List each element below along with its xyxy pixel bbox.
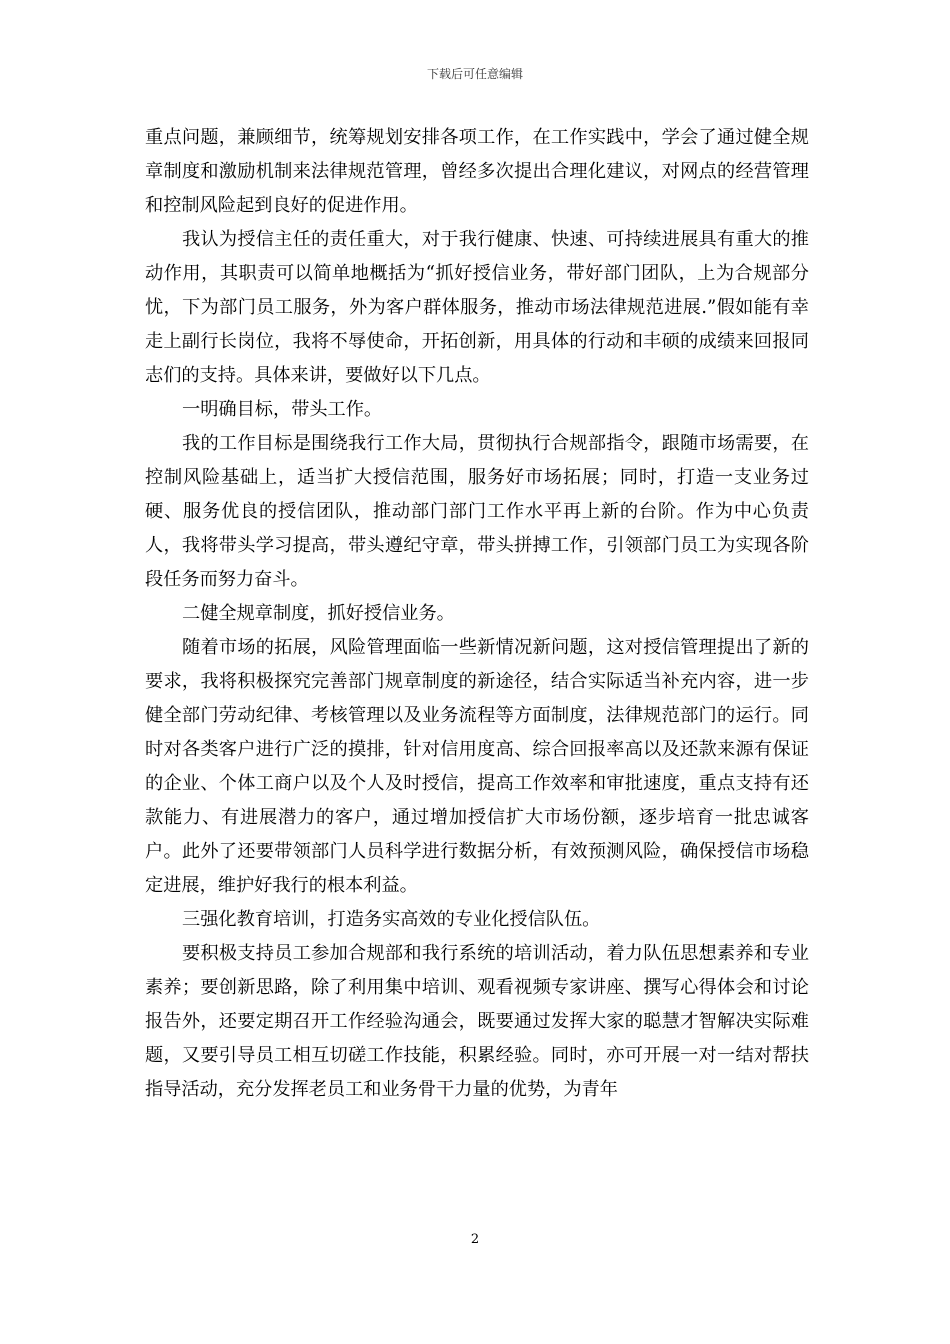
page-number: 2 [470, 1232, 480, 1247]
document-body [145, 121, 809, 1107]
paragraph-2: 我认为授信主任的责任重大，对于我行健康、快速、可持续进展具有重大的推动作用，其职责可以简单地概括为“抓好授信业务，带好部门团队，上为合规部分忧，下为部门员工服务，外为客户群体服务，推动市场法律规范进展.”假如能有幸走上副行长岗位，我将不辱使命，开拓创新，用具体的行动和丰硕的成绩来回报同志们的支持。具体来讲，要做好以下几点。 [145, 229, 809, 386]
paragraph-4: 随着市场的拓展，风险管理面临一些新情况新问题，这对授信管理提出了新的要求，我将积极探究完善部门规章制度的新途径，结合实际适当补充内容，进一步健全部门劳动纪律、考核管理以及业务流程等方面制度，法律规范部门的运行。同时对各类客户进行广泛的摸排，针对信用度高、综合回报率高以及还款来源有保证的企业、个体工商户以及个人及时授信，提高工作效率和审批速度，重点支持有还款能力、有进展潜力的客户，通过增加授信扩大市场份额，逐步培育一批忠诚客户。此外了还要带领部门人员科学进行数据分析，有效预测风险，确保授信市场稳定进展，维护好我行的根本利益。 [145, 637, 809, 896]
page-header-note: 下载后可任意编辑 [426, 67, 523, 81]
section-heading-2: 二健全规章制度，抓好授信业务。 [182, 603, 455, 624]
section-heading-1: 一明确目标，带头工作。 [182, 399, 383, 420]
paragraph-1: 重点问题，兼顾细节，统筹规划安排各项工作，在工作实践中，学会了通过健全规章制度和激励机制来法律规范管理，曾经多次提出合理化建议，对网点的经营管理和控制风险起到良好的促进作用。 [145, 127, 809, 216]
paragraph-3: 我的工作目标是围绕我行工作大局，贯彻执行合规部指令，跟随市场需要，在控制风险基础上，适当扩大授信范围，服务好市场拓展；同时，打造一支业务过硬、服务优良的授信团队，推动部门部门工作水平再上新的台阶。作为中心负责人，我将带头学习提高，带头遵纪守章，带头拼搏工作，引领部门员工为实现各阶段任务而努力奋斗。 [145, 433, 809, 590]
section-heading-3: 三强化教育培训，打造务实高效的专业化授信队伍。 [182, 909, 601, 930]
paragraph-5: 要积极支持员工参加合规部和我行系统的培训活动，着力队伍思想素养和专业素养；要创新思路，除了利用集中培训、观看视频专家讲座、撰写心得体会和讨论报告外，还要定期召开工作经验沟通会，既要通过发挥大家的聪慧才智解决实际难题，又要引导员工相互切磋工作技能，积累经验。同时，亦可开展一对一结对帮扶指导活动，充分发挥老员工和业务骨干力量的优势，为青年 [145, 943, 809, 1100]
